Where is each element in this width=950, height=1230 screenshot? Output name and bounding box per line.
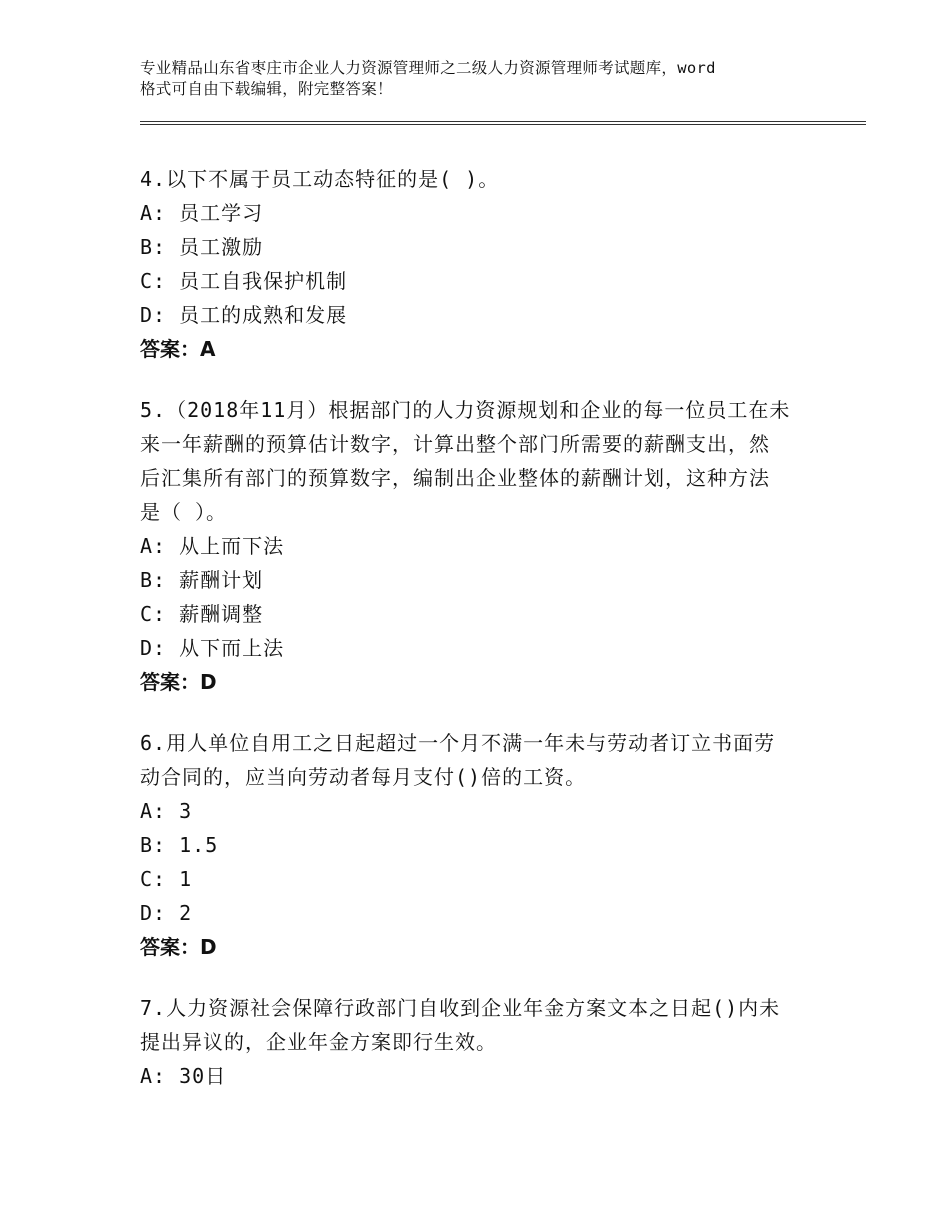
document-header — [140, 58, 840, 100]
question-4-option-b: B: 员工激励 — [140, 235, 264, 259]
question-4-option-d: D: 员工的成熟和发展 — [140, 303, 348, 327]
question-4-option-c: C: 员工自我保护机制 — [140, 269, 348, 293]
question-6-stem-line-2: 动合同的，应当向劳动者每月支付()倍的工资。 — [140, 765, 587, 789]
question-5-answer: 答案：D — [140, 670, 217, 694]
question-5-stem-line-4: 是（ ）。 — [140, 500, 228, 524]
question-5-stem-line-2: 来一年薪酬的预算估计数字，计算出整个部门所需要的薪酬支出，然 — [140, 432, 770, 456]
question-4-option-a: A: 员工学习 — [140, 201, 264, 225]
header-divider-top — [140, 121, 866, 122]
question-4-stem: 4.以下不属于员工动态特征的是( )。 — [140, 167, 500, 191]
question-6-option-c: C: 1 — [140, 867, 193, 891]
question-6-option-b: B: 1.5 — [140, 833, 219, 857]
header-divider-bottom — [140, 124, 866, 125]
question-5-option-d: D: 从下而上法 — [140, 636, 285, 660]
question-5-option-b: B: 薪酬计划 — [140, 568, 264, 592]
question-4-answer: 答案：A — [140, 337, 216, 361]
question-5-stem-line-1: 5.（2018年11月）根据部门的人力资源规划和企业的每一位员工在未 — [140, 398, 791, 422]
question-5-option-a: A: 从上而下法 — [140, 534, 285, 558]
question-5-option-c: C: 薪酬调整 — [140, 602, 264, 626]
question-5-stem-line-3: 后汇集所有部门的预算数字，编制出企业整体的薪酬计划，这种方法 — [140, 466, 770, 490]
question-7-stem-line-1: 7.人力资源社会保障行政部门自收到企业年金方案文本之日起()内未 — [140, 996, 781, 1020]
question-6 — [140, 726, 830, 964]
question-7 — [140, 991, 830, 1093]
header-line-1: 专业精品山东省枣庄市企业人力资源管理师之二级人力资源管理师考试题库，word — [140, 59, 716, 77]
question-5 — [140, 393, 830, 699]
question-6-answer: 答案：D — [140, 935, 217, 959]
question-6-option-d: D: 2 — [140, 901, 193, 925]
question-4 — [140, 162, 830, 366]
question-6-stem-line-1: 6.用人单位自用工之日起超过一个月不满一年未与劳动者订立书面劳 — [140, 731, 776, 755]
question-7-option-a: A: 30日 — [140, 1064, 227, 1088]
question-6-option-a: A: 3 — [140, 799, 193, 823]
question-7-stem-line-2: 提出异议的，企业年金方案即行生效。 — [140, 1030, 497, 1054]
question-list — [140, 162, 830, 1120]
header-line-2: 格式可自由下载编辑，附完整答案！ — [140, 80, 393, 98]
